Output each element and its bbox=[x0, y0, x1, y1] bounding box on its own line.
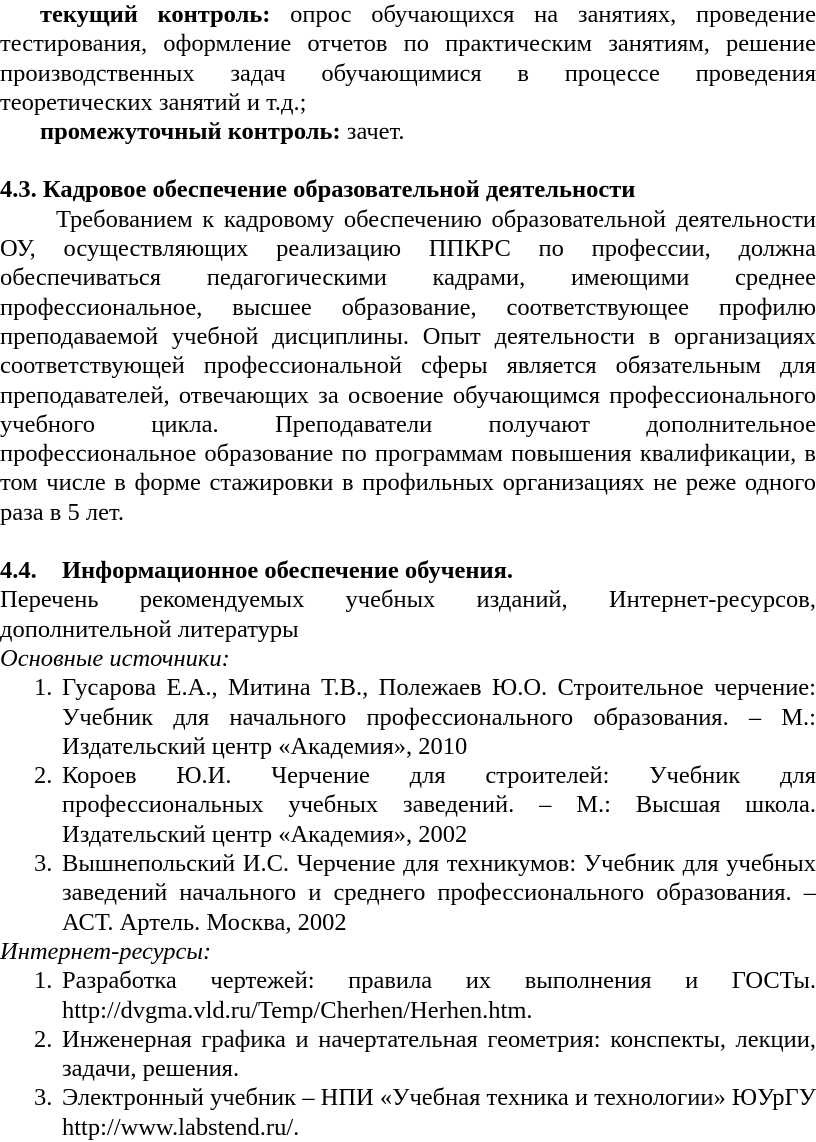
list-item bbox=[0, 761, 816, 849]
list-item bbox=[0, 966, 816, 1025]
main-sources-list bbox=[0, 673, 816, 937]
section-4-4-number: 4.4. bbox=[0, 557, 37, 585]
list-marker: 2. bbox=[34, 1025, 53, 1053]
main-sources-label: Основные источники: bbox=[0, 644, 230, 672]
list-marker: 3. bbox=[34, 850, 53, 878]
interim-control-text: зачет. bbox=[340, 118, 405, 146]
list-item bbox=[0, 673, 816, 761]
section-4-4-intro: Перечень рекомендуемых учебных изданий, Интернет-ресурсов, дополнительной литературы bbox=[0, 586, 816, 643]
spacer bbox=[0, 146, 816, 175]
section-4-3-title: 4.3. Кадровое обеспечение образовательной деятельности bbox=[0, 176, 636, 204]
list-item-text: Вышнепольский И.С. Черчение для техникумов: Учебник для учебных заведений начального и среднего профессионального образования. – АСТ. Артель. Москва, 2002 bbox=[62, 850, 816, 936]
section-4-4-title: Информационное обеспечение обучения. bbox=[62, 557, 514, 585]
internet-sources-label: Интернет-ресурсы: bbox=[0, 937, 212, 965]
list-marker: 2. bbox=[34, 762, 53, 790]
list-item bbox=[0, 1083, 816, 1142]
list-marker: 1. bbox=[34, 674, 53, 702]
list-item bbox=[0, 1025, 816, 1084]
interim-control-paragraph bbox=[0, 117, 816, 146]
list-item-text: Короев Ю.И. Черчение для строителей: Учебник для профессиональных учебных заведений. – М.: Высшая школа. Издательский центр «Академия», 2002 bbox=[62, 762, 816, 848]
list-marker: 1. bbox=[34, 967, 53, 995]
list-item-text: Электронный учебник – НПИ «Учебная техника и технологии» ЮУрГУ http://www.labstend.ru/. bbox=[62, 1084, 816, 1141]
list-item-text: Гусарова Е.А., Митина Т.В., Полежаев Ю.О. Строительное черчение: Учебник для начального профессионального образования. – М.: Издательский центр «Академия», 2010 bbox=[62, 674, 816, 760]
internet-sources-list bbox=[0, 966, 816, 1142]
current-control-paragraph bbox=[0, 0, 816, 117]
list-item bbox=[0, 849, 816, 937]
current-control-text: опрос обучающихся на занятиях, проведение тестирования, оформление отчетов по практическим занятиям, решение производственных задач обучающимися в процессе проведения теоретических занятий и т.д.; bbox=[0, 1, 816, 116]
list-item-text: Инженерная графика и начертательная геометрия: конспекты, лекции, задачи, решения. bbox=[62, 1025, 816, 1083]
list-item-text: Разработка чертежей: правила их выполнения и ГОСТы. http://dvgma.vld.ru/Temp/Cherhen/Herhen.htm. bbox=[62, 967, 816, 1024]
interim-control-label: промежуточный контроль: bbox=[40, 118, 341, 146]
list-marker: 3. bbox=[34, 1084, 53, 1112]
section-4-3-body: Требованием к кадровому обеспечению образовательной деятельности ОУ, осуществляющих реализацию ППКРС по профессии, должна обеспечиваться педагогическими кадрами, имеющими среднее профессиональное, высшее образование, соответствующее профилю преподаваемой учебной дисциплины. Опыт деятельности в организациях соответствующей профессиональной сферы является обязательным для преподавателей, отвечающих за освоение обучающимся профессионального учебного цикла. Преподаватели получают дополнительное профессиональное образование по программам повышения квалификации, в том числе в форме стажировки в профильных организациях не реже одного раза в 5 лет. bbox=[0, 205, 816, 526]
spacer bbox=[0, 527, 816, 556]
current-control-label: текущий контроль: bbox=[40, 1, 271, 28]
section-4-4-heading bbox=[0, 556, 816, 585]
